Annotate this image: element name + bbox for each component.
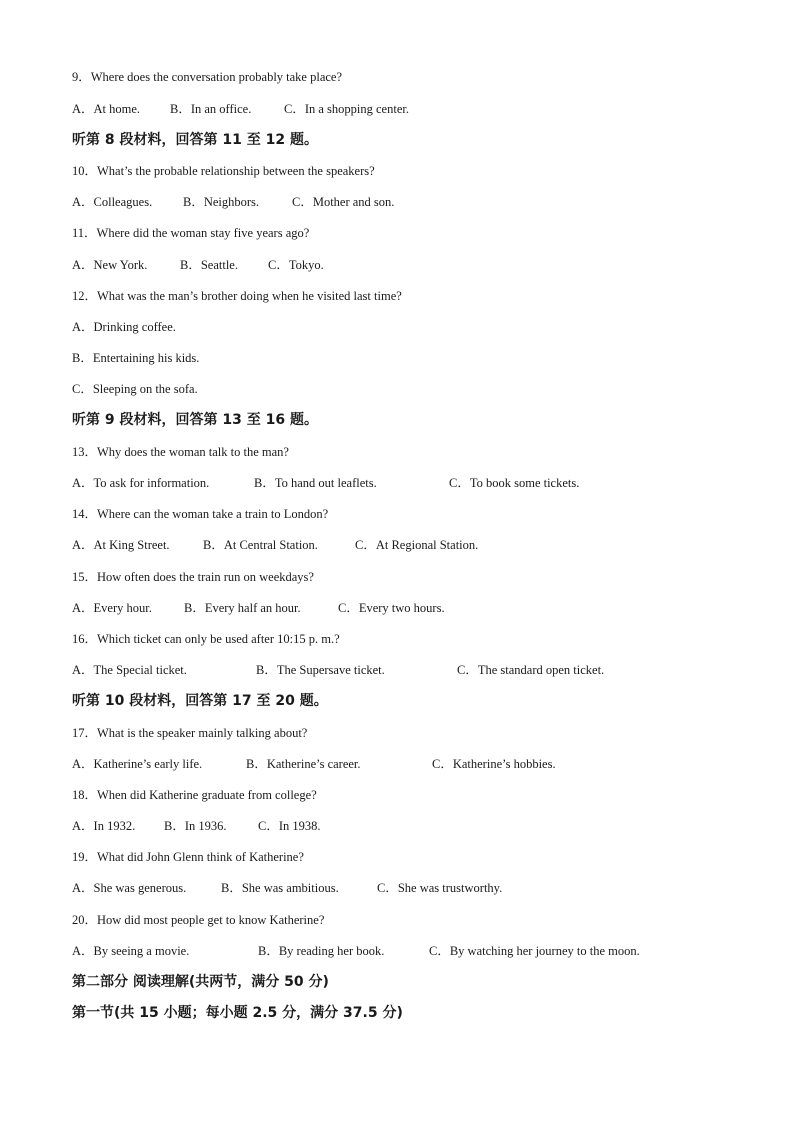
answer-option: B．In an office. (170, 102, 252, 116)
question-text: 17．What is the speaker mainly talking about? (72, 726, 308, 740)
answer-option: C．In 1938. (258, 819, 321, 833)
answer-option: B．By reading her book. (258, 944, 385, 958)
section-heading: 听第 9 段材料，回答第 13 至 16 题。 (72, 412, 318, 428)
answer-option: A．The Special ticket. (72, 663, 187, 677)
section-heading: 第二部分 阅读理解(共两节，满分 50 分) (72, 974, 329, 990)
section-heading: 第一节(共 15 小题；每小题 2.5 分，满分 37.5 分) (72, 1005, 403, 1021)
answer-option: A．To ask for information. (72, 476, 210, 490)
question-text: 19．What did John Glenn think of Katherine? (72, 850, 304, 864)
answer-option: B．In 1936. (164, 819, 227, 833)
section-heading: 听第 10 段材料，回答第 17 至 20 题。 (72, 693, 328, 709)
answer-option: B．At Central Station. (203, 538, 318, 552)
answer-option: A．By seeing a movie. (72, 944, 190, 958)
question-text: C．Sleeping on the sofa. (72, 382, 198, 396)
answer-option: C．Katherine’s hobbies. (432, 757, 556, 771)
answer-option: B．She was ambitious. (221, 881, 339, 895)
question-text: 14．Where can the woman take a train to London? (72, 507, 329, 521)
question-text: A．Drinking coffee. (72, 320, 176, 334)
answer-option: B．The Supersave ticket. (256, 663, 385, 677)
section-heading: 听第 8 段材料，回答第 11 至 12 题。 (72, 132, 318, 148)
answer-option: A．Every hour. (72, 601, 152, 615)
answer-option: A．Colleagues. (72, 195, 153, 209)
answer-option: A．In 1932. (72, 819, 136, 833)
answer-option: C．Mother and son. (292, 195, 395, 209)
answer-option: B．Every half an hour. (184, 601, 301, 615)
answer-option: A．She was generous. (72, 881, 187, 895)
answer-option: A．At home. (72, 102, 141, 116)
answer-option: B．Katherine’s career. (246, 757, 361, 771)
question-text: 9．Where does the conversation probably take place? (72, 70, 343, 84)
question-text: 18．When did Katherine graduate from college? (72, 788, 317, 802)
answer-option: C．To book some tickets. (449, 476, 580, 490)
question-text: 11．Where did the woman stay five years ago? (72, 226, 310, 240)
answer-option: C．She was trustworthy. (377, 881, 503, 895)
answer-option: B．To hand out leaflets. (254, 476, 377, 490)
answer-option: A．At King Street. (72, 538, 170, 552)
question-text: 10．What’s the probable relationship between the speakers? (72, 164, 375, 178)
answer-option: C．The standard open ticket. (457, 663, 605, 677)
answer-option: B．Neighbors. (183, 195, 260, 209)
question-text: 13．Why does the woman talk to the man? (72, 445, 289, 459)
question-text: 12．What was the man’s brother doing when he visited last time? (72, 289, 402, 303)
answer-option: A．Katherine’s early life. (72, 757, 203, 771)
answer-option: C．Tokyo. (268, 258, 324, 272)
answer-option: C．In a shopping center. (284, 102, 409, 116)
answer-option: B．Seattle. (180, 258, 238, 272)
answer-option: C．Every two hours. (338, 601, 445, 615)
answer-option: C．By watching her journey to the moon. (429, 944, 640, 958)
question-text: 15．How often does the train run on weekdays? (72, 570, 314, 584)
question-text: 16．Which ticket can only be used after 10:15 p. m.? (72, 632, 340, 646)
answer-option: C．At Regional Station. (355, 538, 479, 552)
question-text: B．Entertaining his kids. (72, 351, 200, 365)
question-text: 20．How did most people get to know Katherine? (72, 913, 325, 927)
answer-option: A．New York. (72, 258, 148, 272)
